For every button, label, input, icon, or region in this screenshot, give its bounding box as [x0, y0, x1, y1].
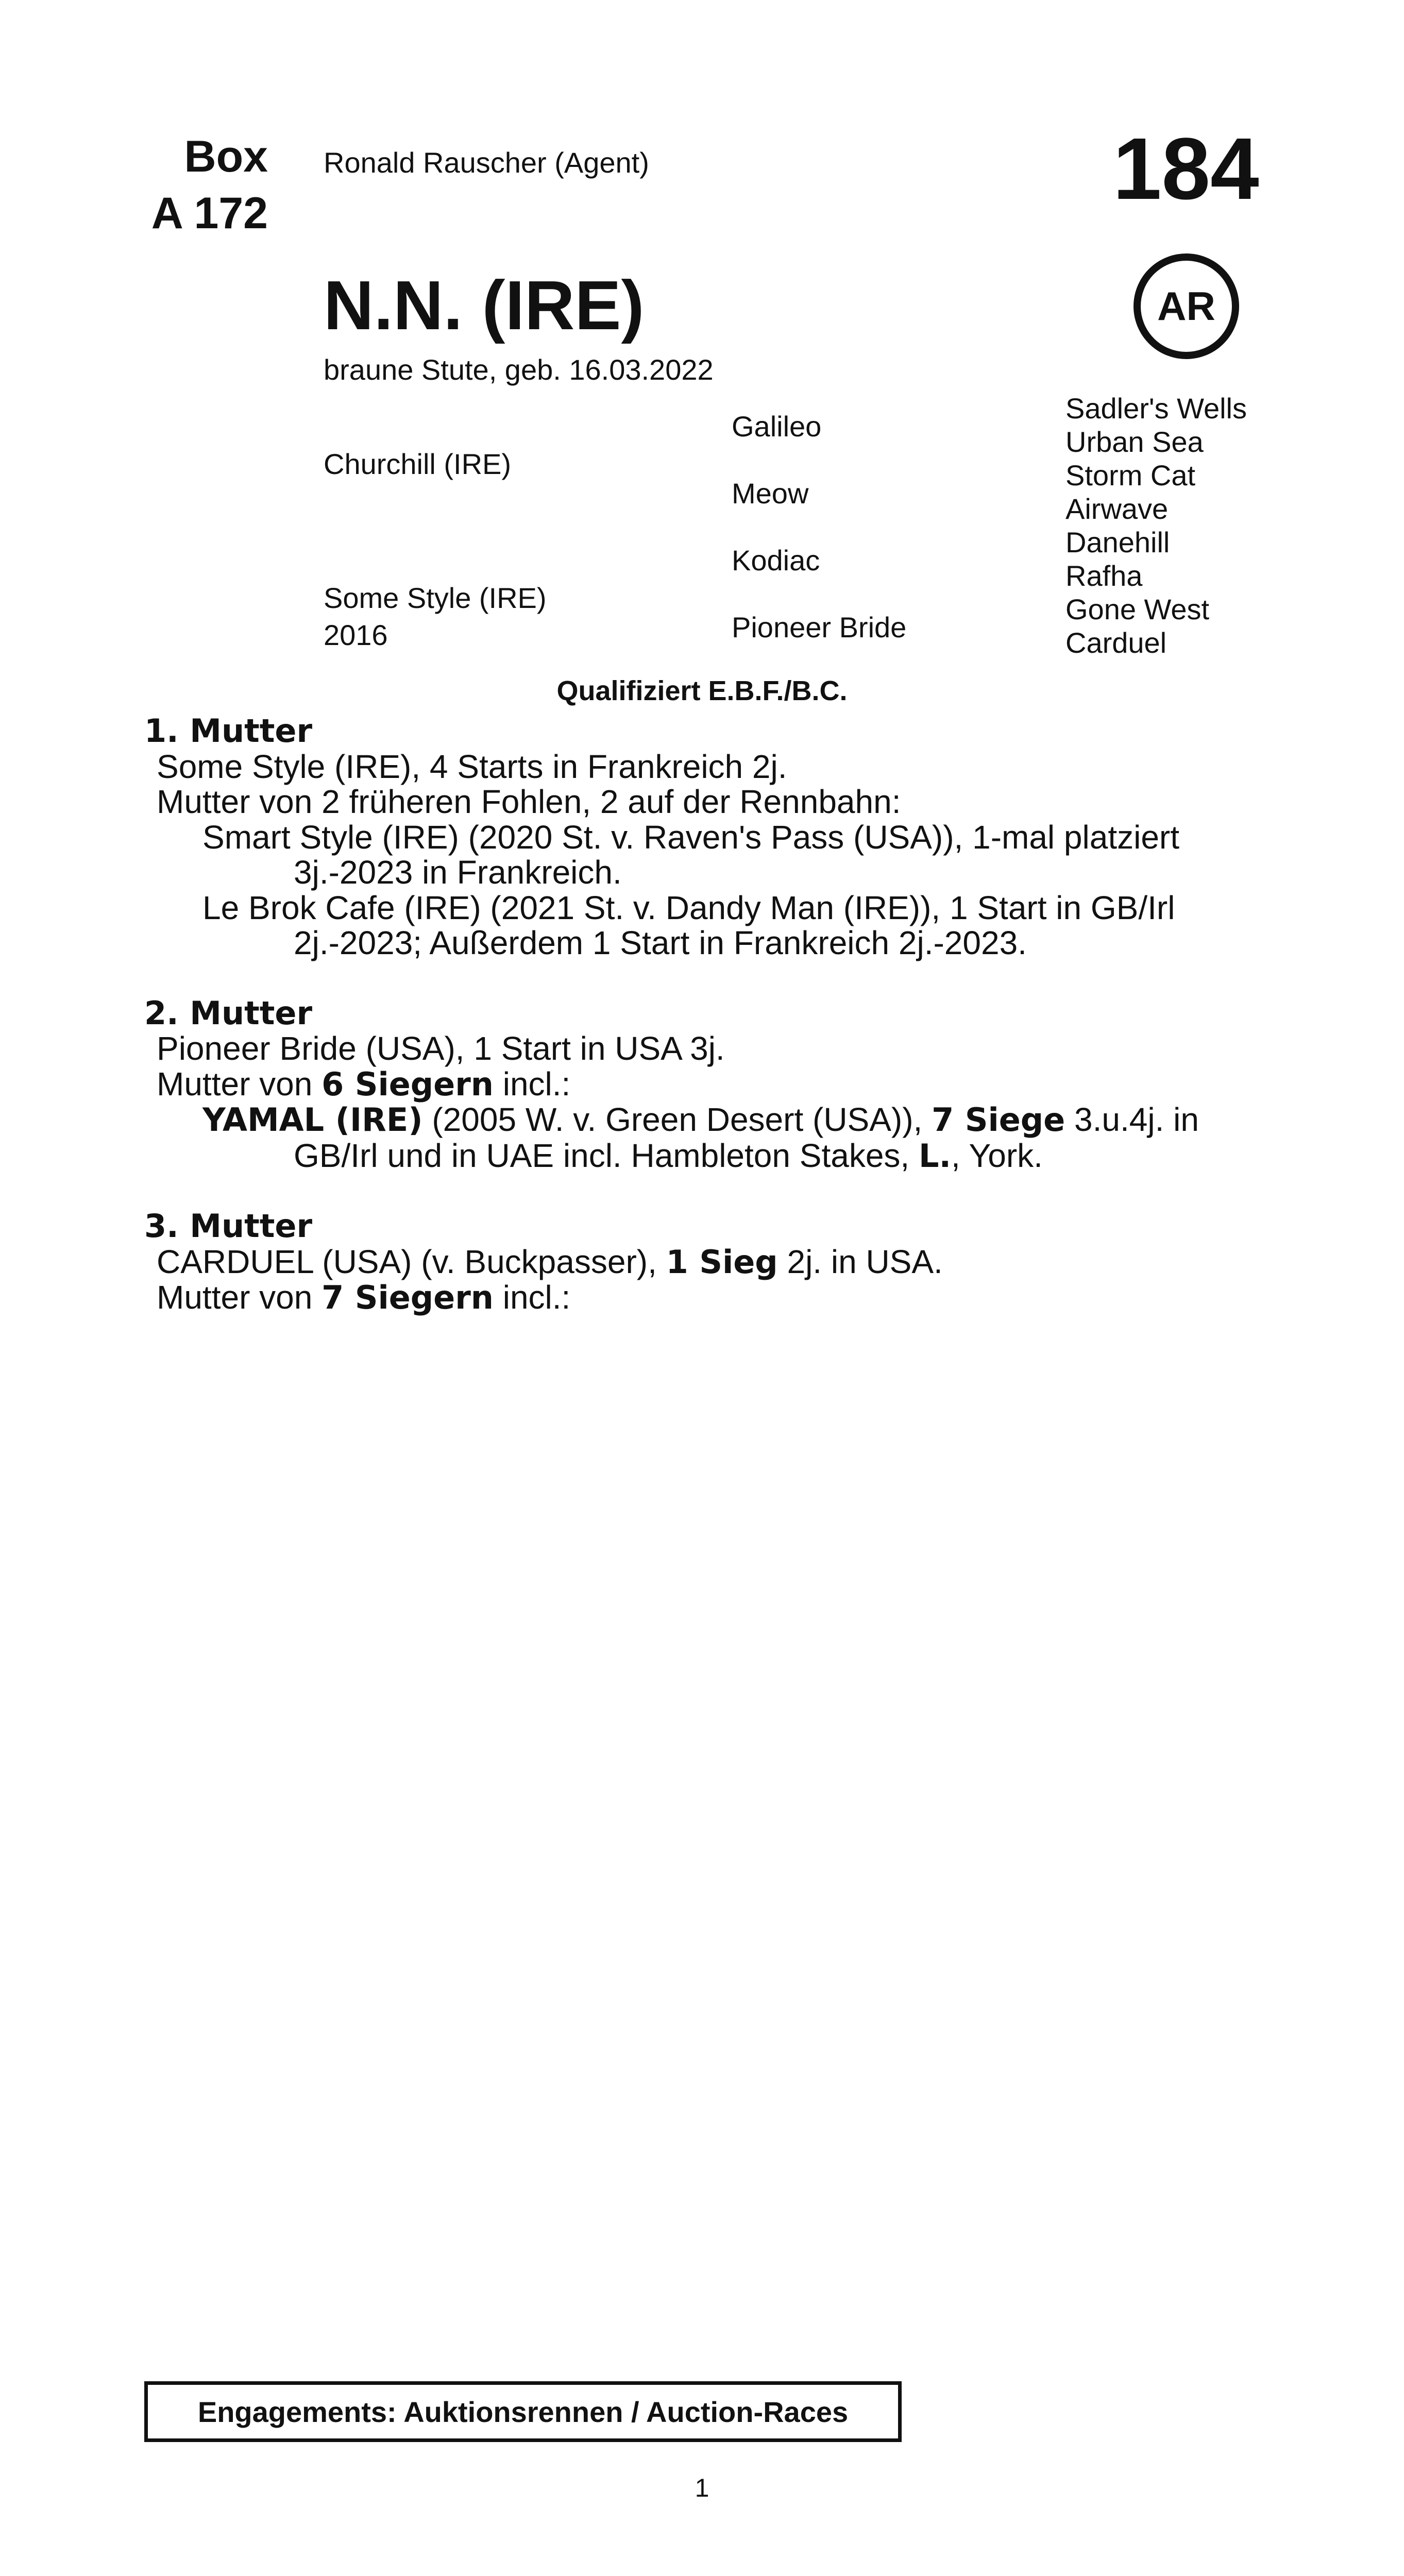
- third-dam-line: [144, 1244, 1278, 1280]
- engagements-text: Engagements: Auktionsrennen / Auction-Races: [197, 2395, 849, 2428]
- spacer: [144, 961, 1278, 996]
- ggp-7: Gone West: [1065, 593, 1210, 625]
- pedigree-dam-year: 2016: [324, 619, 388, 651]
- text-run: Mutter von: [157, 1279, 322, 1316]
- winner-name: YAMAL (IRE): [202, 1101, 423, 1139]
- engagements-box: [144, 2381, 902, 2442]
- text-run: incl.:: [493, 1065, 571, 1103]
- foal-entry: Le Brok Cafe (IRE) (2021 St. v. Dandy Man (IRE)), 1 Start in GB/Irl 2j.-2023; Außerdem 1 Start in Frankreich 2j.-2023.: [202, 889, 1175, 961]
- second-dam-produce-intro: [144, 1066, 1278, 1103]
- pedigree-sire-sire: Galileo: [732, 410, 822, 443]
- first-dam-produce-intro: Mutter von 2 früheren Fohlen, 2 auf der Rennbahn:: [157, 783, 901, 820]
- foal-entry: Smart Style (IRE) (2020 St. v. Raven's Pass (USA)), 1-mal platziert 3j.-2023 in Frankreich.: [202, 818, 1179, 891]
- horse-description: braune Stute, geb. 16.03.2022: [324, 353, 714, 386]
- box-number: A 172: [151, 189, 268, 238]
- ggp-4: Airwave: [1065, 493, 1169, 525]
- race-grade: L.: [918, 1137, 952, 1175]
- spacer: [144, 1174, 1278, 1209]
- pedigree-third-generation: [1065, 392, 1247, 659]
- ggp-3: Storm Cat: [1065, 459, 1196, 492]
- pedigree-dam-dam: Pioneer Bride: [732, 611, 907, 643]
- ar-badge-label: AR: [1157, 283, 1215, 329]
- ggp-8: Carduel: [1065, 626, 1167, 659]
- section-heading-3: 3. Mutter: [144, 1207, 313, 1245]
- text-run: , York.: [951, 1137, 1043, 1174]
- horse-name: N.N. (IRE): [324, 266, 645, 344]
- third-dam-produce-intro: [144, 1280, 1278, 1316]
- pedigree-dam: Some Style (IRE): [324, 582, 547, 614]
- qualification: Qualifiziert E.B.F./B.C.: [556, 675, 848, 706]
- page-number: 1: [695, 2473, 709, 2502]
- pedigree-dam-sire: Kodiac: [732, 544, 820, 577]
- section-heading-2: 2. Mutter: [144, 994, 313, 1032]
- ggp-2: Urban Sea: [1065, 426, 1204, 458]
- text-run: 3.u.4j. in GB/Irl und in UAE incl. Hambleton Stakes,: [294, 1101, 1199, 1174]
- agent-name: Ronald Rauscher (Agent): [324, 146, 649, 179]
- ggp-1: Sadler's Wells: [1065, 392, 1247, 425]
- winner-count: 6 Siegern: [322, 1065, 494, 1103]
- text-run: (2005 W. v. Green Desert (USA)),: [422, 1101, 932, 1138]
- win-count: 1 Sieg: [666, 1243, 778, 1281]
- lot-number: 184: [1113, 120, 1259, 218]
- section-heading-1: 1. Mutter: [144, 712, 313, 750]
- text-run: CARDUEL (USA) (v. Buckpasser),: [157, 1243, 666, 1280]
- text-run: Mutter von: [157, 1065, 322, 1103]
- win-count: 7 Siege: [932, 1101, 1065, 1139]
- pedigree-sire: Churchill (IRE): [324, 448, 512, 480]
- text-run: 2j. in USA.: [777, 1243, 943, 1280]
- dam-produce-record: [144, 714, 1278, 1316]
- first-dam-line: Some Style (IRE), 4 Starts in Frankreich 2j.: [157, 748, 787, 785]
- pedigree-sire-dam: Meow: [732, 477, 809, 510]
- winner-count: 7 Siegern: [322, 1279, 494, 1316]
- text-run: incl.:: [493, 1279, 571, 1316]
- ggp-5: Danehill: [1065, 526, 1170, 558]
- ggp-6: Rafha: [1065, 560, 1143, 592]
- box-label: Box: [184, 132, 268, 181]
- winner-entry: [144, 1102, 1278, 1174]
- ar-badge-icon: [1134, 253, 1239, 359]
- second-dam-line: Pioneer Bride (USA), 1 Start in USA 3j.: [157, 1030, 725, 1067]
